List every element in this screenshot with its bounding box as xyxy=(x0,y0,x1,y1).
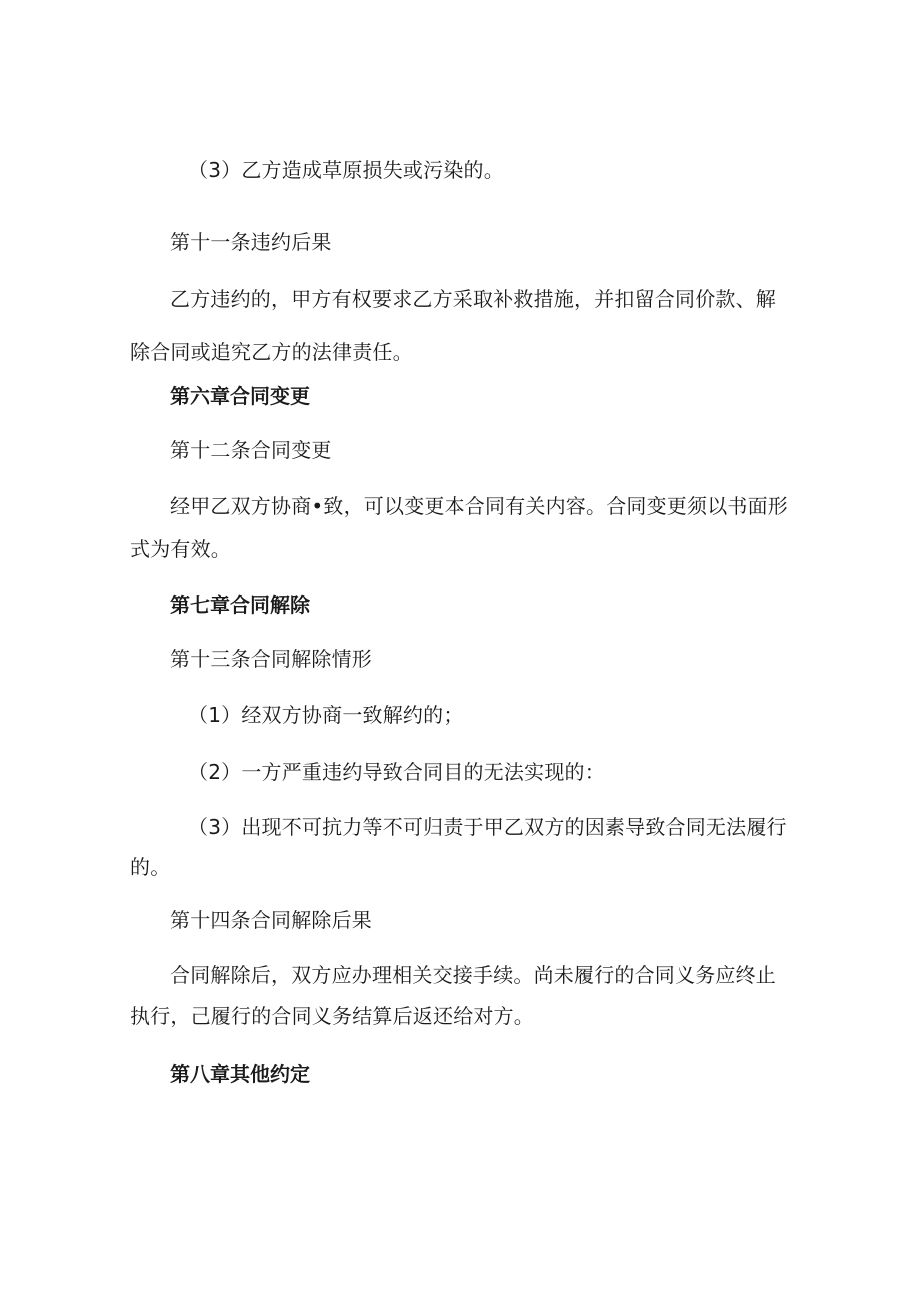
article-11-body-line-2: 除合同或追究乙方的法律责任。 xyxy=(130,340,413,364)
article-11-title: 第十一条违约后果 xyxy=(170,230,332,254)
chapter-7-heading: 第七章合同解除 xyxy=(170,593,310,617)
list-item-3-line-1: （3）出现不可抗力等不可归责于甲乙双方的因素导致合同无法履行 xyxy=(188,815,787,839)
article-14-body-line-2: 执行，己履行的合同义务结算后返还给对方。 xyxy=(130,1004,534,1028)
article-13-title: 第十三条合同解除情形 xyxy=(170,647,372,671)
article-12-title: 第十二条合同变更 xyxy=(170,438,332,462)
list-item-3-line-2: 的。 xyxy=(130,855,171,879)
article-14-title: 第十四条合同解除后果 xyxy=(170,908,372,932)
list-item-1: （1）经双方协商一致解约的； xyxy=(188,703,464,727)
article-14-body-line-1: 合同解除后，双方应办理相关交接手续。尚未履行的合同义务应终止 xyxy=(170,963,776,987)
article-12-body-line-1: 经甲乙双方协商•致，可以变更本合同有关内容。合同变更须以书面形 xyxy=(170,494,788,518)
article-12-body-line-2: 式为有效。 xyxy=(130,537,231,561)
article-11-body-line-1: 乙方违约的，甲方有权要求乙方采取补救措施，并扣留合同价款、解 xyxy=(170,287,776,311)
list-item-2: （2）一方严重违约导致合同目的无法实现的： xyxy=(188,760,605,784)
list-item-3: （3）乙方造成草原损失或污染的。 xyxy=(188,158,504,182)
chapter-6-heading: 第六章合同变更 xyxy=(170,384,310,408)
chapter-8-heading: 第八章其他约定 xyxy=(170,1062,310,1086)
